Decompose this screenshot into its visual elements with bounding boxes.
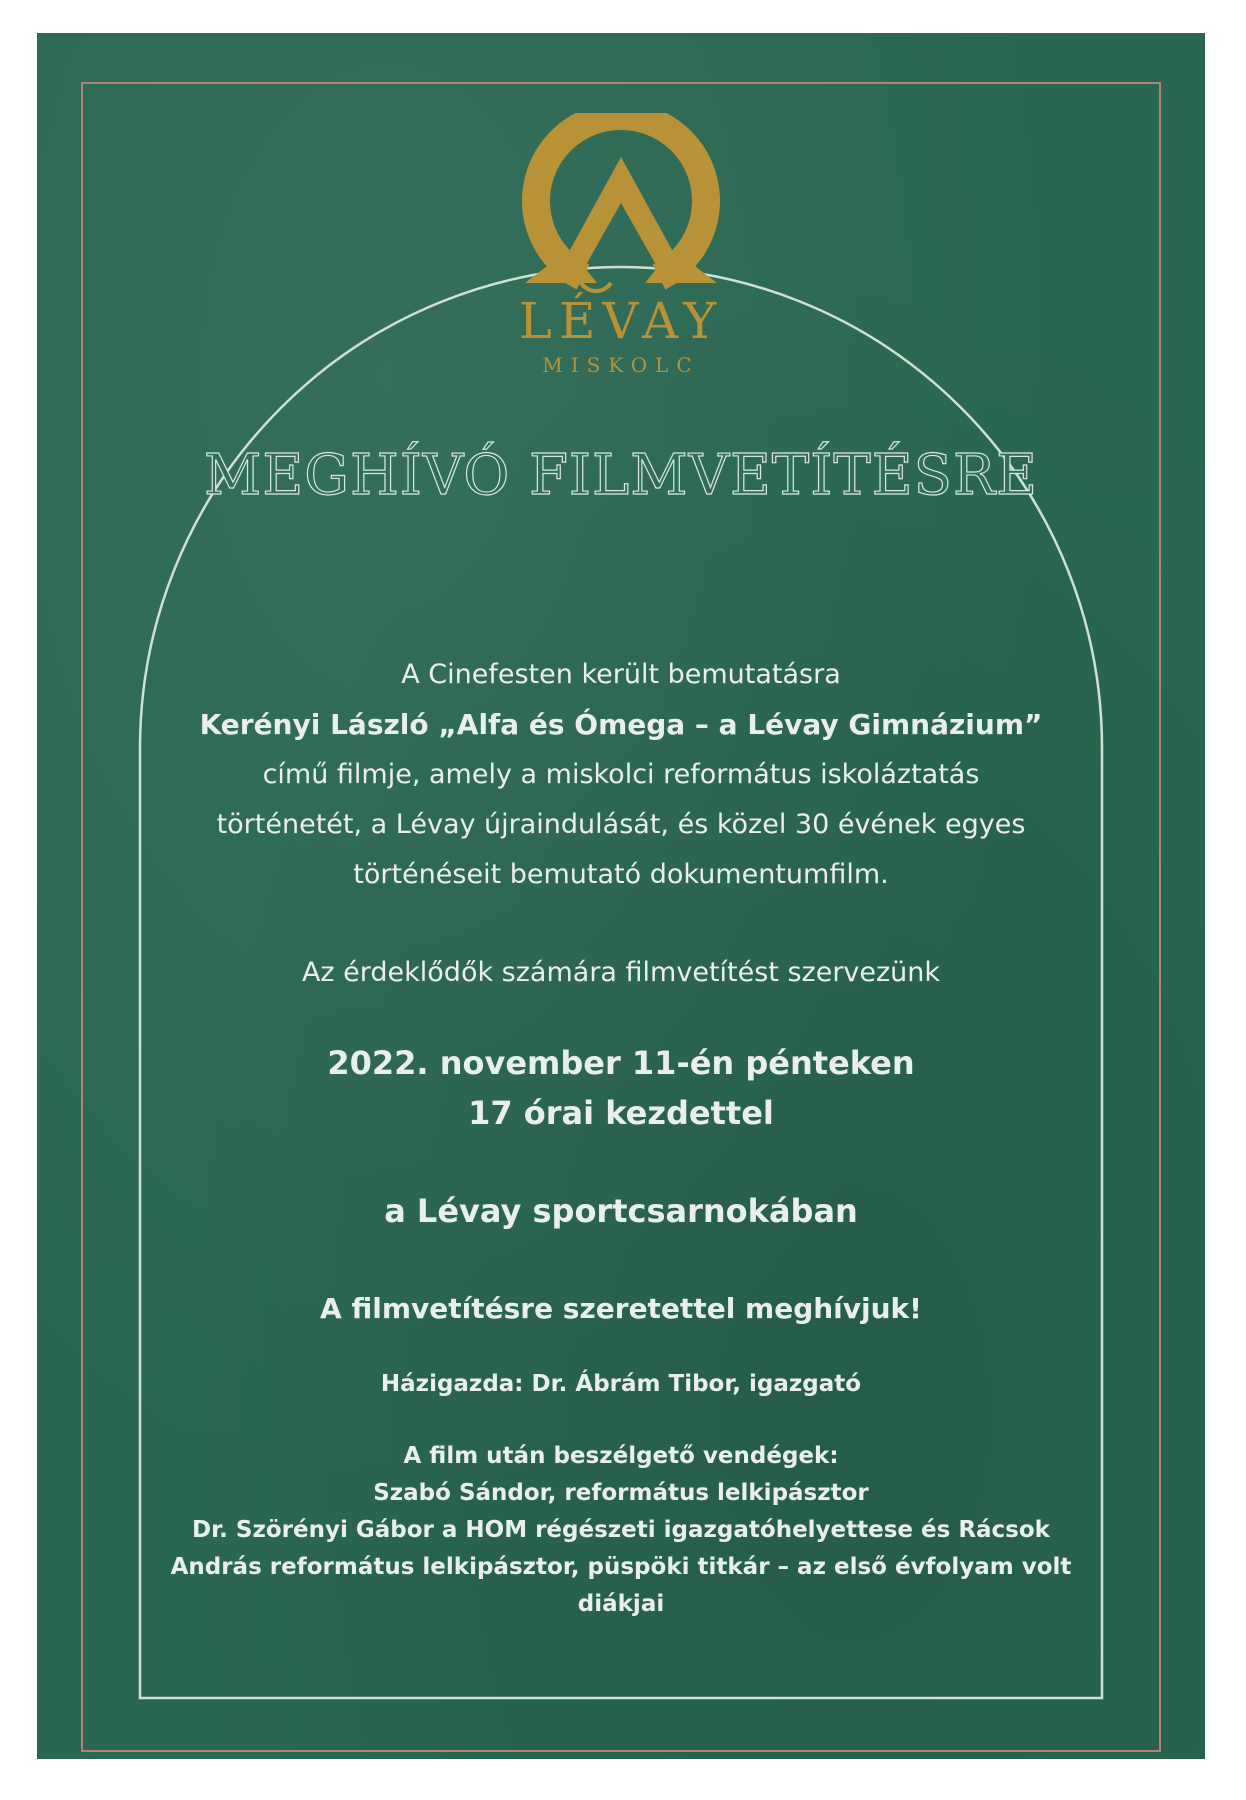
page-title: MEGHÍVÓ FILMVETÍTÉSRE [203,443,1038,508]
intro-line: A Cinefesten került bemutatásra [401,659,841,690]
intro-line: történetét, a Lévay újraindulását, és közel 30 évének egyes [216,809,1026,840]
guests-heading: A film után beszélgető vendégek: [403,1443,839,1469]
guest-line: Szabó Sándor, református lelkipásztor [373,1480,869,1506]
host-text: Házigazda: Dr. Ábrám Tibor, igazgató [380,1371,862,1397]
film-title-line: Kerényi László „Alfa és Ómega – a Lévay Gimnázium” [199,708,1043,741]
invite-text: Az érdeklődők számára filmvetítést szervezünk [301,957,941,988]
guest-line: diákjai [577,1591,665,1617]
invitation-poster [37,33,1205,1759]
date-line: 2022. november 11-én pénteken [327,1044,915,1082]
guest-line: András református lelkipásztor, püspöki titkár – az első évfolyam volt [170,1554,1072,1580]
intro-paragraph [37,650,1205,900]
brand-city: MISKOLC [542,353,700,377]
intro-line: című filmje, amely a miskolci református iskoláztatás [262,759,980,790]
guest-line: Dr. Szörényi Gábor a HOM régészeti igazgatóhelyettese és Rácsok [192,1517,1050,1543]
time-line: 17 órai kezdettel [468,1094,774,1132]
guests-block [37,1438,1205,1623]
date-block [37,1038,1205,1138]
intro-line: történéseit bemutató dokumentumfilm. [353,859,889,890]
venue-text: a Lévay sportcsarnokában [384,1192,858,1230]
brand-name: LÉVAY [518,292,724,350]
welcome-text: A filmvetítésre szeretettel meghívjuk! [320,1292,922,1325]
